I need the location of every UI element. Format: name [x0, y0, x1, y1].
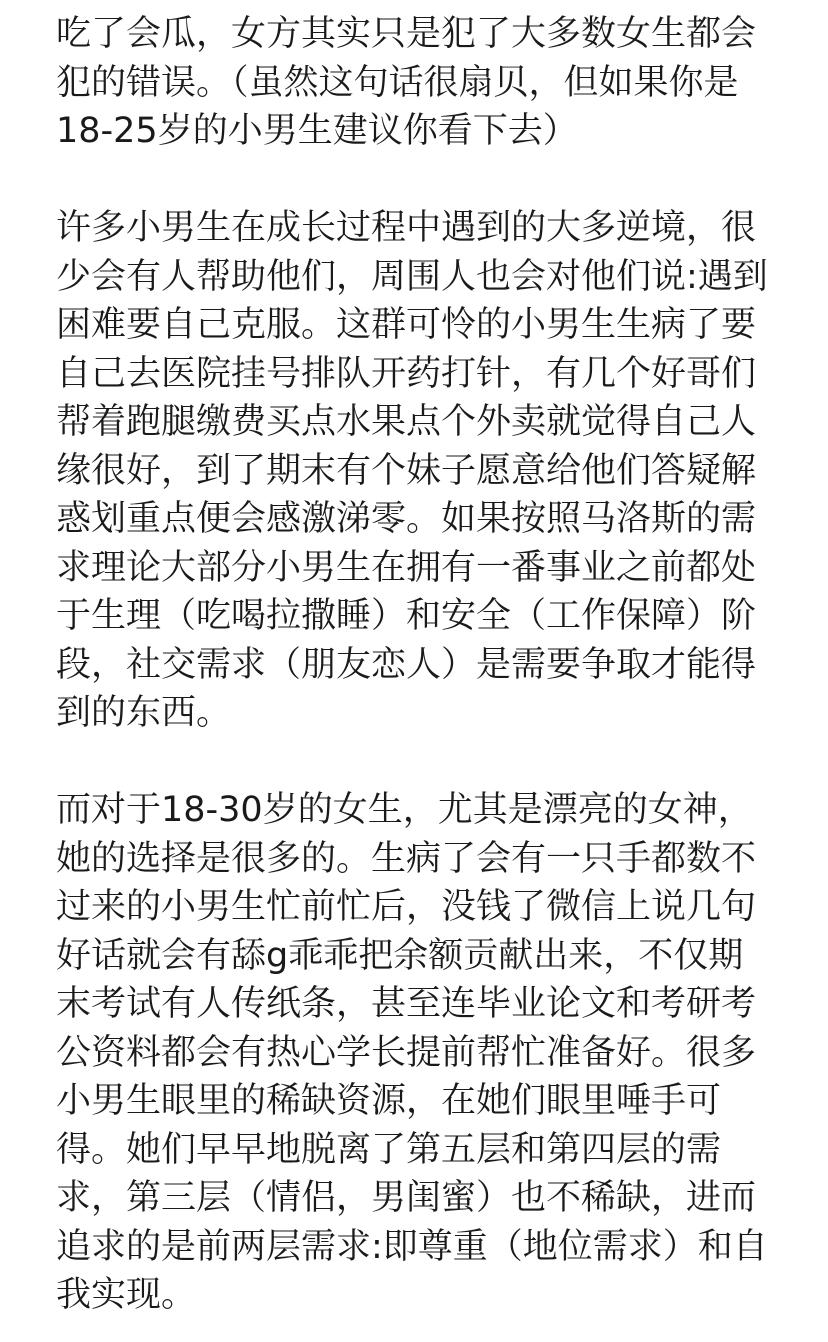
- text-line: 追求的是前两层需求:即尊重（地位需求）和自: [56, 1226, 768, 1267]
- article-body: [56, 10, 768, 1320]
- text-line: 缘很好，到了期末有个妹子愿意给他们答疑解: [56, 450, 757, 491]
- text-line: 她的选择是很多的。生病了会有一只手都数不: [56, 838, 757, 879]
- text-line: 惑划重点便会感激涕零。如果按照马洛斯的需: [56, 499, 757, 539]
- text-line: 公资料都会有热心学长提前帮忙准备好。很多: [56, 1032, 757, 1073]
- text-line: 末考试有人传纸条，甚至连毕业论文和考研考: [56, 984, 757, 1024]
- text-line: 而对于18-30岁的女生，尤其是漂亮的女神，: [56, 790, 753, 830]
- text-line: 到的东西。: [56, 693, 232, 733]
- text-line: 18-25岁的小男生建议你看下去）: [56, 111, 578, 151]
- text-line: 段，社交需求（朋友恋人）是需要争取才能得: [56, 644, 757, 685]
- paragraph-gap: [56, 156, 756, 205]
- text-line: 求理论大部分小男生在拥有一番事业之前都处: [56, 547, 757, 588]
- paragraph-girls: [56, 786, 768, 1320]
- text-line: 小男生眼里的稀缺资源，在她们眼里唾手可: [56, 1081, 722, 1121]
- paragraph-intro: [56, 10, 756, 156]
- paragraph-gap: [56, 738, 756, 787]
- text-line: 犯的错误。（虽然这句话很扇贝，但如果你是: [56, 62, 739, 103]
- text-line: 困难要自己克服。这群可怜的小男生生病了要: [56, 305, 757, 345]
- text-line: 好话就会有舔g乖乖把余额贡献出来，不仅期: [56, 935, 744, 976]
- text-line: 求，第三层（情侣，男闺蜜）也不稀缺，进而: [56, 1178, 757, 1218]
- text-line: 帮着跑腿缴费买点水果点个外卖就觉得自己人: [56, 402, 757, 442]
- text-line: 自己去医院挂号排队开药打针，有几个好哥们: [56, 353, 757, 394]
- text-line: 少会有人帮助他们，周围人也会对他们说:遇到: [56, 256, 768, 297]
- text-line: 吃了会瓜，女方其实只是犯了大多数女生都会: [56, 14, 757, 54]
- text-line: 得。她们早早地脱离了第五层和第四层的需: [56, 1129, 722, 1170]
- text-line: 于生理（吃喝拉撒睡）和安全（工作保障）阶: [56, 596, 757, 636]
- text-line: 我实现。: [56, 1275, 197, 1315]
- text-line: 过来的小男生忙前忙后，没钱了微信上说几句: [56, 887, 757, 927]
- paragraph-boys: [56, 204, 768, 738]
- text-line: 许多小男生在成长过程中遇到的大多逆境，很: [56, 208, 757, 248]
